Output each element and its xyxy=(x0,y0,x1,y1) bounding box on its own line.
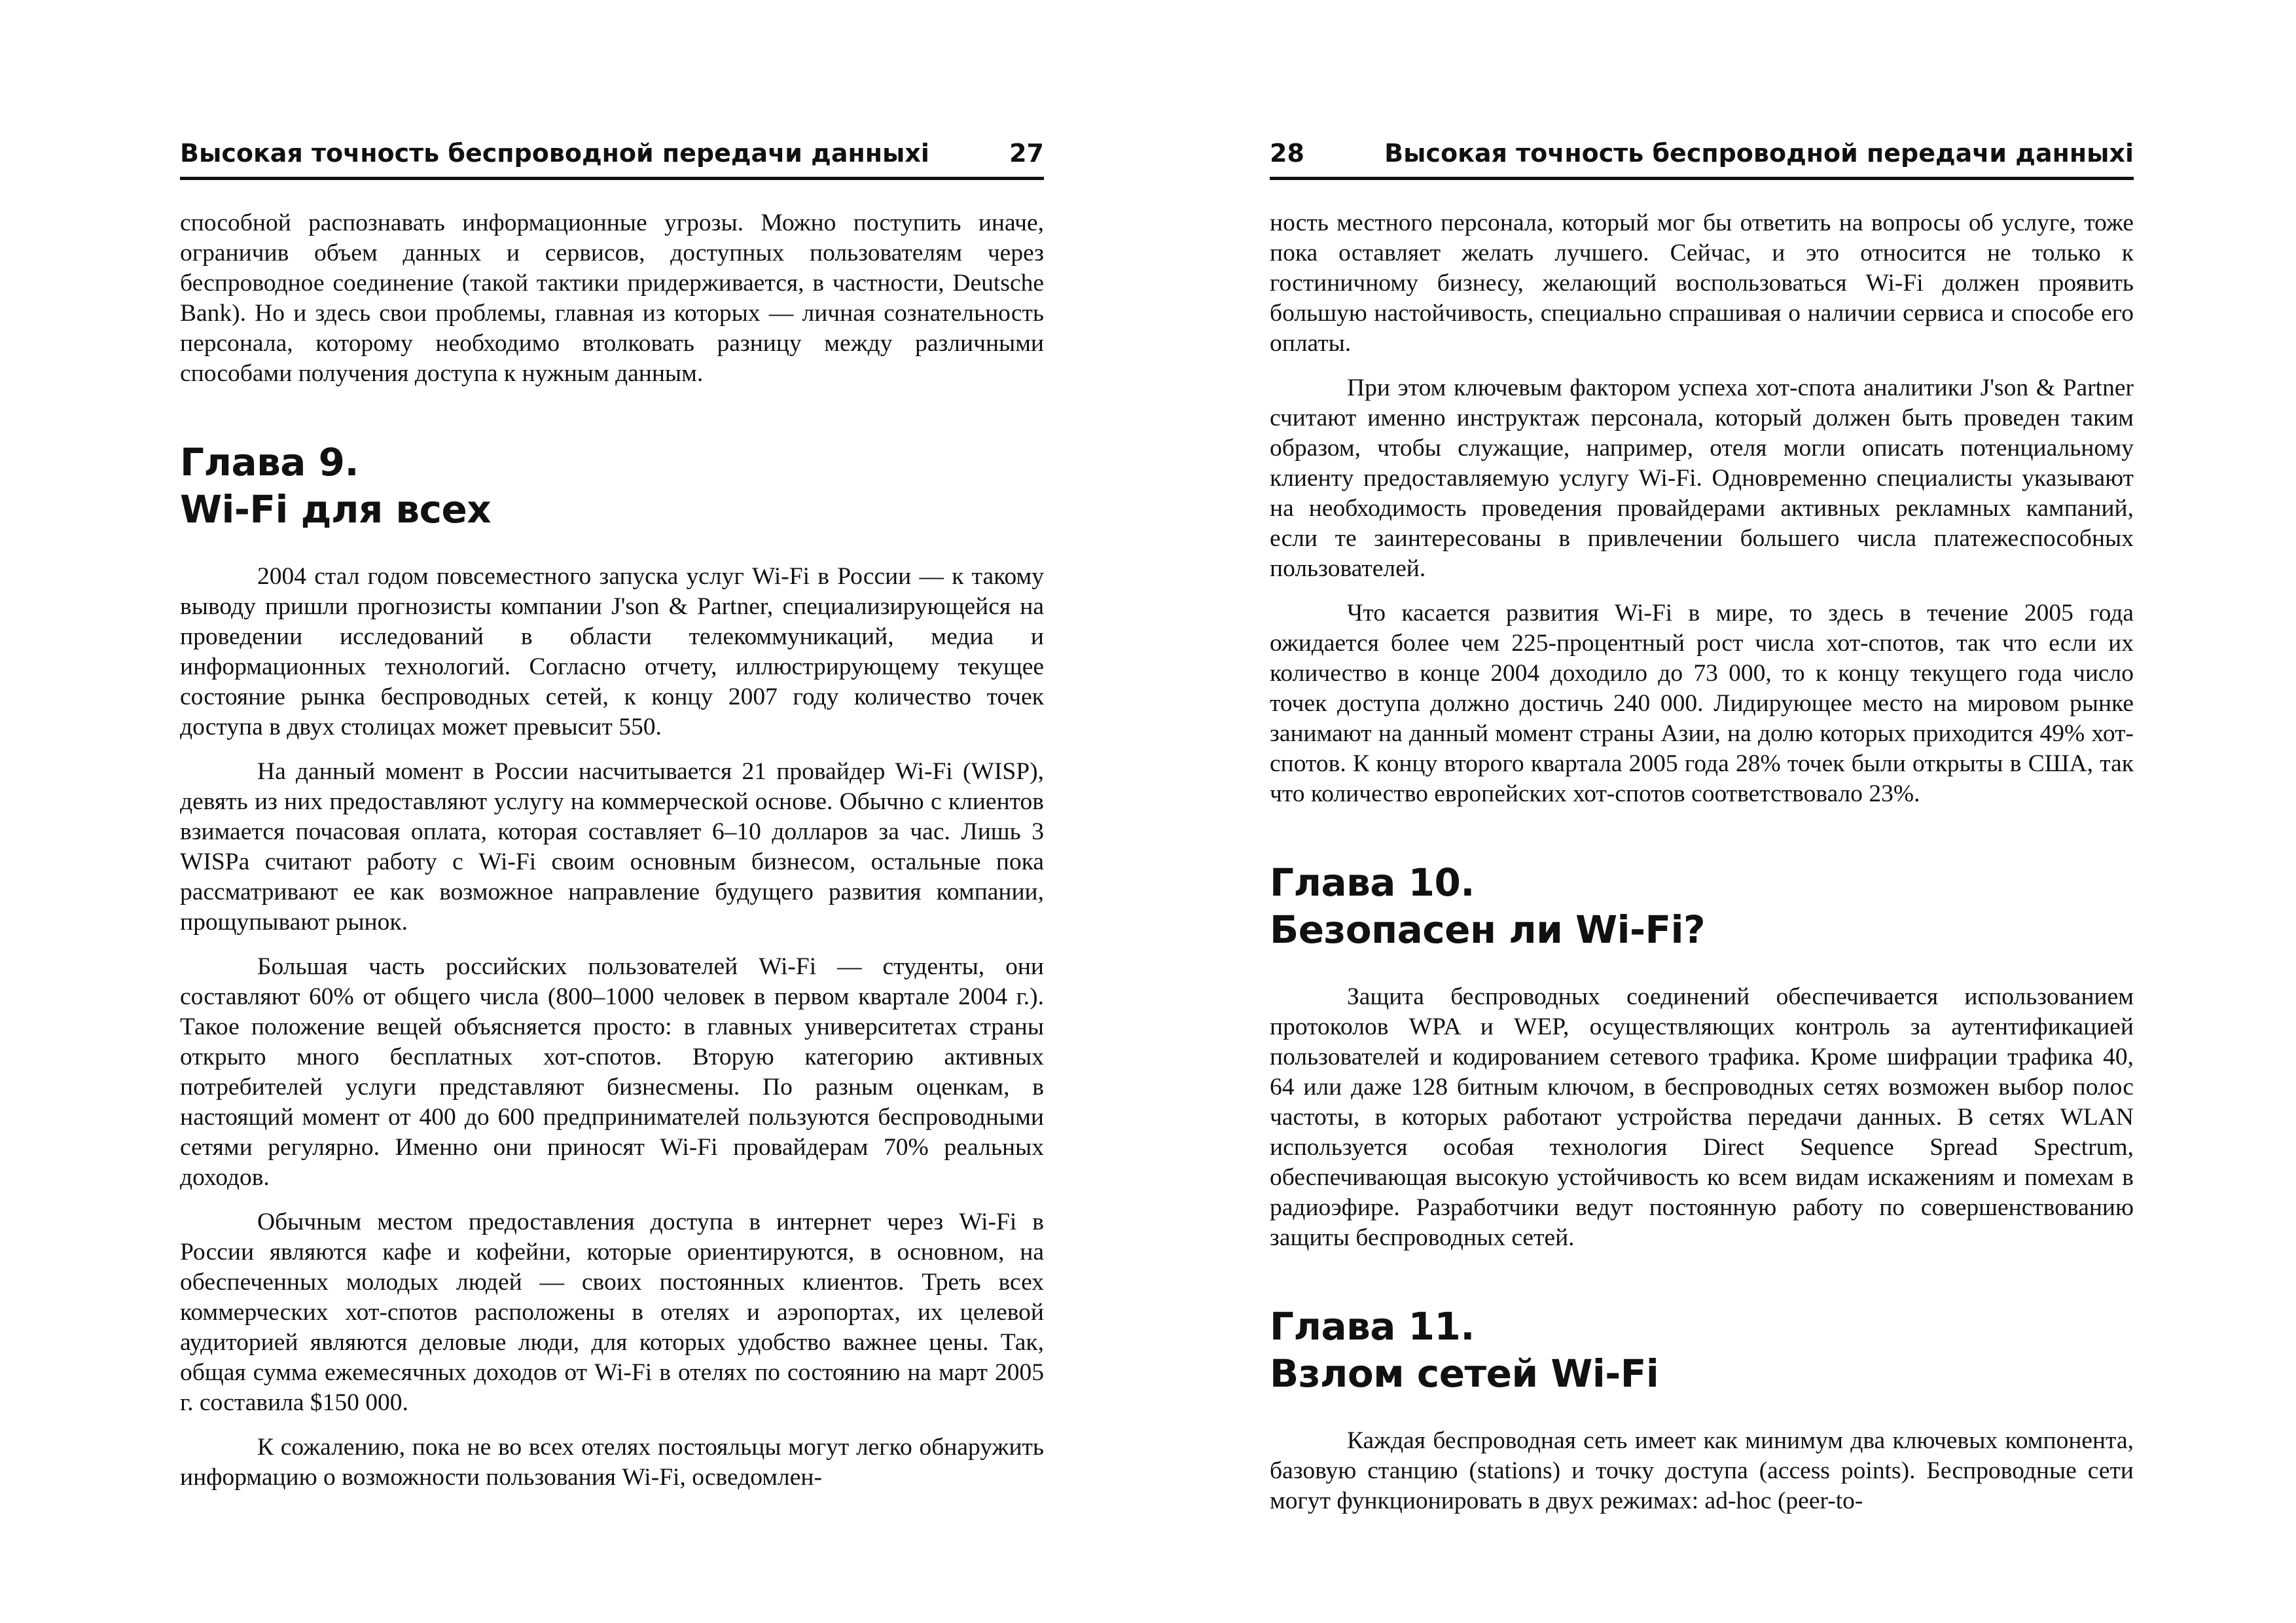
paragraph: На данный момент в России насчитывается 21 провайдер Wi-Fi (WISP), девять из них предоставляют услугу на коммерческой основе. Обычно с клиентов взимается почасовая оплата, которая составляет 6–10 долларов за час. Лишь 3 WISPа считают работу с Wi-Fi своим основным бизнесом, остальные пока рассматривают ее как возможное направление будущего развития компании, прощупывают рынок. xyxy=(180,758,1044,936)
paragraph: 2004 стал годом повсеместного запуска услуг Wi-Fi в России — к такому выводу пришли прогнозисты компании J'son & Partner, специализирующейся на проведении исследований в области телекоммуникаций, медиа и информационных технологий. Согласно отчету, иллюстрирующему текущее состояние рынка беспроводных сетей, к концу 2007 году количество точек доступа в двух столицах может превысит 550. xyxy=(180,563,1044,740)
continued-paragraph: способной распознавать информационные угрозы. Можно поступить иначе, ограничив объем данных и сервисов, доступных пользователям через беспроводное соединение (такой тактики придерживается, в частности, Deutsche Bank). Но и здесь свои проблемы, главная из которых — личная сознательность персонала, которому необходимо втолковать разницу между различными способами получения доступа к нужным данным. xyxy=(180,210,1044,387)
paragraph: При этом ключевым фактором успеха хот-спота аналитики J'son & Partner считают именно инструктаж персонала, который должен быть проведен таким образом, чтобы служащие, например, отеля могли описать потенциальному клиенту предоставляемую услугу Wi-Fi. Одновременно специалисты указывают на необходимость проведения провайдерами активных рекламных кампаний, если те заинтересованы в привлечении большего числа платежеспособных пользователей. xyxy=(1270,374,2134,582)
continued-paragraph: ность местного персонала, который мог бы ответить на вопросы об услуге, тоже пока оставляет желать лучшего. Сейчас, и это относится не только к гостиничному бизнесу, желающий воспользоваться Wi-Fi должен проявить большую настойчивость, специально спрашивая о наличии сервиса и способе его оплаты. xyxy=(1270,210,2134,357)
running-title: Высокая точность беспроводной передачи данныхі xyxy=(1384,139,2134,168)
paragraph: Обычным местом предоставления доступа в интернет через Wi-Fi в России являются кафе и кофейни, которые ориентируются, в основном, на обеспеченных молодых людей — своих постоянных клиентов. Треть всех коммерческих хот-спотов расположены в отелях и аэропортах, их целевой аудиторией являются деловые люди, для которых удобство важнее цены. Так, общая сумма ежемесячных доходов от Wi-Fi в отелях по состоянию на март 2005 г. составила $150 000. xyxy=(180,1209,1044,1416)
paragraph: Каждая беспроводная сеть имеет как минимум два ключевых компонента, базовую станцию (stations) и точку доступа (access points). Беспроводные сети могут функционировать в двух режимах: ad-hoc (peer-to- xyxy=(1270,1427,2134,1514)
chapter-number: Глава 10. xyxy=(1270,860,1475,905)
running-head-left xyxy=(180,128,1044,180)
chapter-title: Взлом сетей Wi-Fi xyxy=(1270,1351,1659,1396)
page-body-left xyxy=(180,208,1044,1493)
chapter-number: Глава 9. xyxy=(180,440,359,484)
chapter-title: Wi-Fi для всех xyxy=(180,487,492,532)
page-body-right xyxy=(1270,208,2134,1516)
chapter-heading xyxy=(180,439,1044,533)
chapter-heading xyxy=(1270,1303,2134,1397)
paragraph: Большая часть российских пользователей Wi-Fi — студенты, они составляют 60% от общего числа (800–1000 человек в первом квартале 2004 г.). Такое положение вещей объясняется просто: в главных университетах страны открыто много бесплатных хот-спотов. Вторую категорию активных потребителей услуги представляют бизнесмены. По разным оценкам, в настоящий момент от 400 до 600 предпринимателей пользуются беспроводными сетями регулярно. Именно они приносят Wi-Fi провайдерам 70% реальных доходов. xyxy=(180,953,1044,1191)
running-title: Высокая точность беспроводной передачи данныхі xyxy=(180,139,929,168)
paragraph: Что касается развития Wi-Fi в мире, то здесь в течение 2005 года ожидается более чем 225-процентный рост числа хот-спотов, так что если их количество в конце 2004 доходило до 73 000, то к концу текущего года число точек доступа должно достичь 240 000. Лидирующее место на мировом рынке занимают на данный момент страны Азии, на долю которых приходится 49% хот-спотов. К концу второго квартала 2005 года 28% точек были открыты в США, так что количество европейских хот-спотов соответствовало 23%. xyxy=(1270,600,2134,807)
running-head-right xyxy=(1270,128,2134,180)
page-number: 28 xyxy=(1270,139,1304,168)
paragraph: К сожалению, пока не во всех отелях постояльцы могут легко обнаружить информацию о возможности пользования Wi-Fi, осведомлен- xyxy=(180,1434,1044,1491)
chapter-number: Глава 11. xyxy=(1270,1304,1475,1349)
chapter-heading xyxy=(1270,859,2134,953)
paragraph: Защита беспроводных соединений обеспечивается использованием протоколов WPA и WEP, осуществляющих контроль за аутентификацией пользователей и кодированием сетевого трафика. Кроме шифрации трафика 40, 64 или даже 128 битным ключом, в беспроводных сетях возможен выбор полос частоты, в которых работают устройства передачи данных. В сетях WLAN используется особая технология Direct Sequence Spread Spectrum, обеспечивающая высокую устойчивость ко всем видам искажениям и помехам в радиоэфире. Разработчики ведут постоянную работу по совершенствованию защиты беспроводных сетей. xyxy=(1270,983,2134,1251)
page-number: 27 xyxy=(1009,139,1044,168)
chapter-title: Безопасен ли Wi-Fi? xyxy=(1270,907,1706,952)
